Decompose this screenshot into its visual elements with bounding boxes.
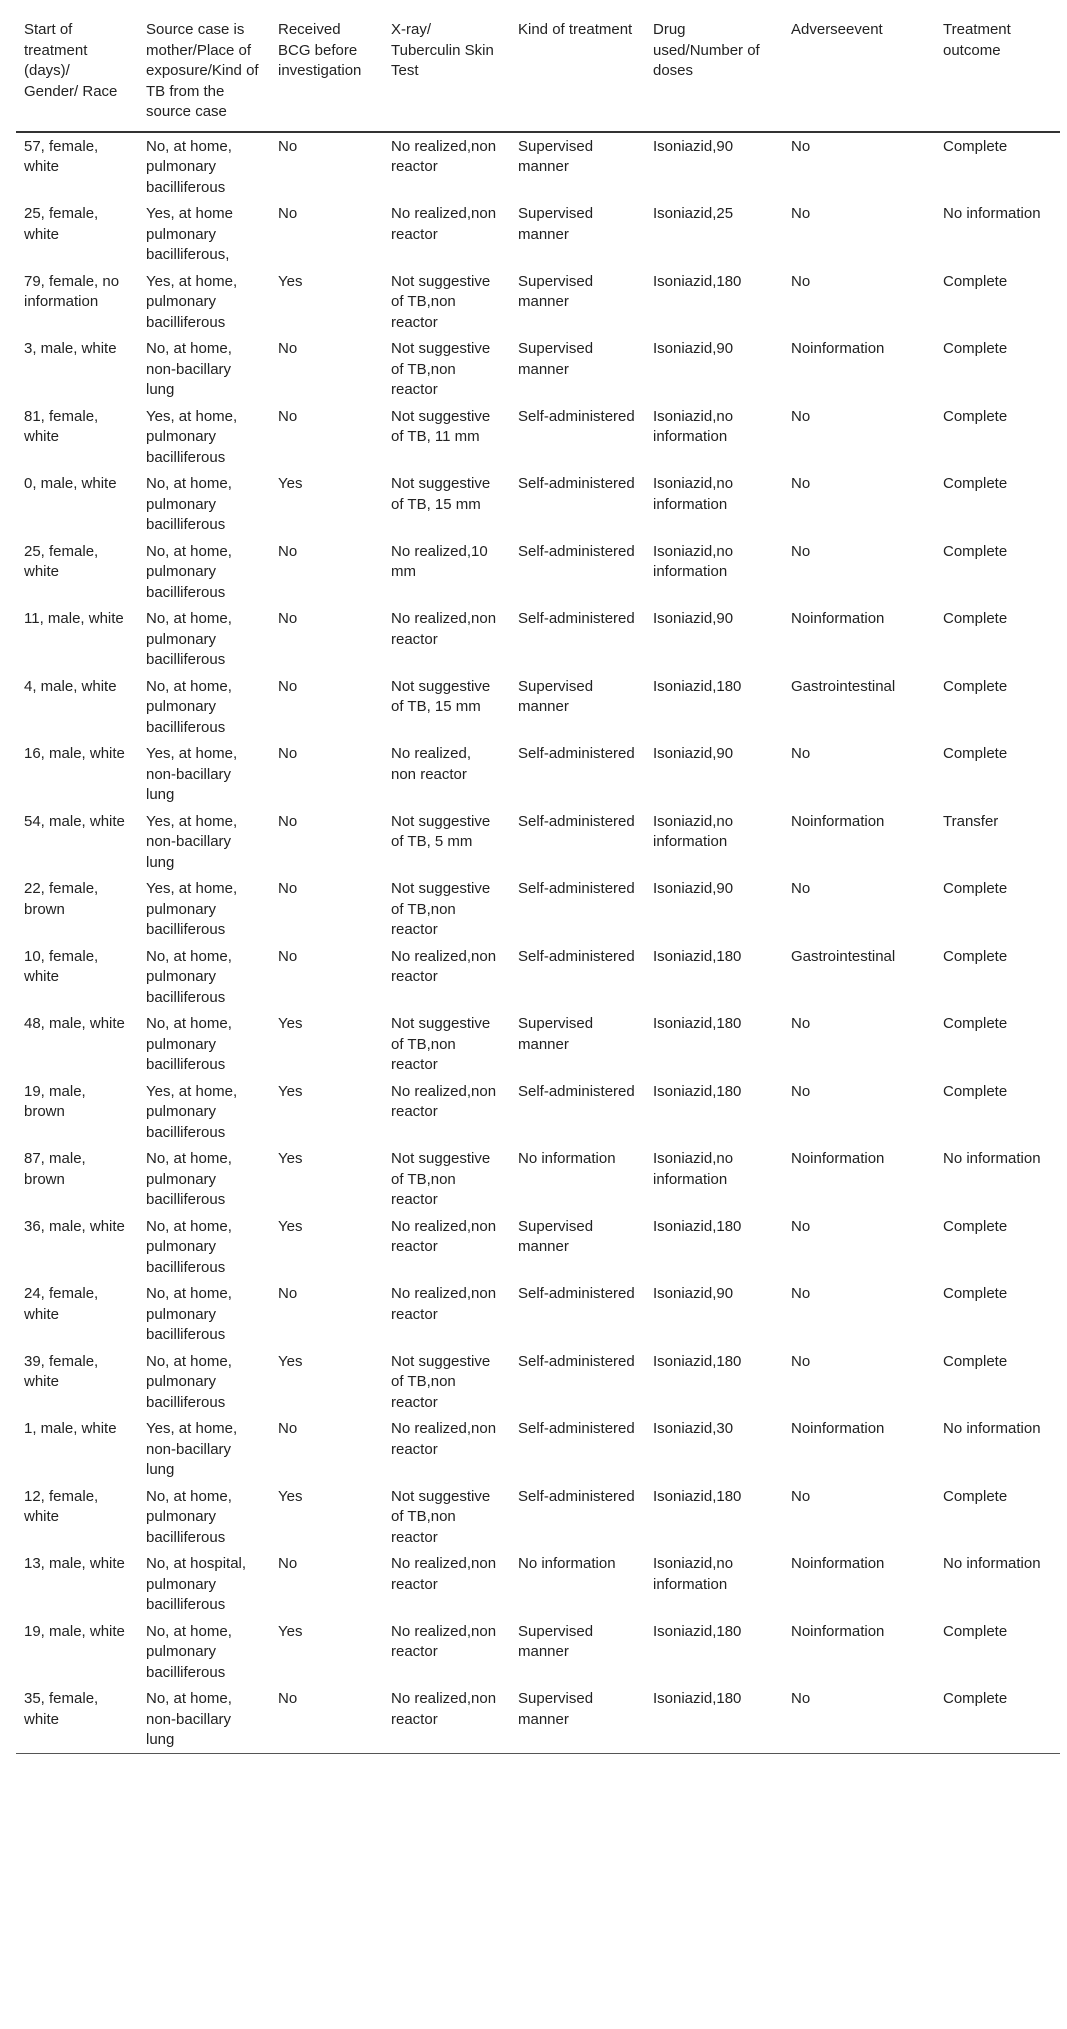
cell-xray-tst: No realized,non reactor: [391, 610, 497, 648]
cell-bcg: No: [278, 880, 298, 897]
cell-treatment-outcome: Complete: [943, 610, 1008, 627]
cell-kind-of-treatment: Supervised manner: [518, 1690, 594, 1728]
cell-kind-of-treatment: Self-administered: [518, 475, 635, 492]
cell-bcg: No: [278, 205, 298, 222]
header-adverse-event: Adverseevent: [791, 21, 883, 38]
cell-xray-tst: Not suggestive of TB, 11 mm: [391, 407, 491, 445]
table-row: [16, 1213, 1060, 1281]
table-row: [16, 808, 1060, 876]
cell-drug-doses: Isoniazid,180: [653, 1690, 742, 1707]
cell-bcg: Yes: [278, 475, 303, 492]
table-row: [16, 1010, 1060, 1078]
cell-adverse-event: Noinformation: [791, 340, 885, 357]
cell-kind-of-treatment: Self-administered: [518, 880, 635, 897]
cell-kind-of-treatment: Self-administered: [518, 407, 635, 425]
cell-bcg: Yes: [278, 1082, 303, 1100]
cell-source-case: Yes, at home, non-bacillary lung: [146, 745, 238, 803]
cell-drug-doses: Isoniazid,90: [653, 137, 734, 155]
table-container: [16, 12, 1060, 1754]
cell-bcg: Yes: [278, 1622, 303, 1640]
cell-treatment-outcome: Complete: [943, 137, 1008, 155]
header-kind-of-treatment: Kind of treatment: [518, 21, 633, 38]
cell-kind-of-treatment: Supervised manner: [518, 1015, 594, 1053]
cell-treatment-outcome: Complete: [943, 340, 1008, 357]
cell-kind-of-treatment: Supervised manner: [518, 677, 594, 715]
cell-adverse-event: No: [791, 880, 811, 897]
cell-adverse-event: No: [791, 272, 811, 290]
cell-source-case: No, at home, pulmonary bacilliferous: [146, 1487, 232, 1546]
header-xray-tst: X-ray/ Tuberculin Skin Test: [391, 21, 494, 79]
cell-start-gender-race: 87, male, brown: [24, 1150, 86, 1188]
cell-kind-of-treatment: Supervised manner: [518, 137, 594, 175]
cell-start-gender-race: 48, male, white: [24, 1015, 125, 1032]
cell-treatment-outcome: Complete: [943, 745, 1008, 762]
cell-source-case: No, at home, pulmonary bacilliferous: [146, 542, 232, 601]
cell-source-case: No, at home, pulmonary bacilliferous: [146, 1352, 232, 1411]
cell-xray-tst: Not suggestive of TB,non reactor: [391, 880, 491, 938]
cell-source-case: Yes, at home pulmonary bacilliferous,: [146, 205, 234, 263]
cell-bcg: No: [278, 1690, 298, 1707]
cell-bcg: No: [278, 1555, 298, 1572]
cell-kind-of-treatment: Self-administered: [518, 1285, 635, 1302]
cell-xray-tst: Not suggestive of TB, 15 mm: [391, 677, 491, 715]
cell-kind-of-treatment: Supervised manner: [518, 272, 594, 310]
cell-bcg: No: [278, 745, 298, 762]
table-row: [16, 1483, 1060, 1551]
cell-xray-tst: Not suggestive of TB,non reactor: [391, 340, 491, 398]
table-row: [16, 538, 1060, 606]
cell-bcg: Yes: [278, 1352, 303, 1370]
cell-source-case: Yes, at home, pulmonary bacilliferous: [146, 407, 238, 466]
cell-start-gender-race: 12, female, white: [24, 1487, 99, 1525]
cell-adverse-event: No: [791, 1015, 811, 1032]
cell-xray-tst: No realized,non reactor: [391, 205, 497, 243]
cell-kind-of-treatment: Self-administered: [518, 745, 635, 762]
cell-drug-doses: Isoniazid,90: [653, 880, 734, 897]
cell-treatment-outcome: No information: [943, 1555, 1041, 1572]
cell-drug-doses: Isoniazid,no information: [653, 812, 734, 850]
cell-drug-doses: Isoniazid,180: [653, 677, 742, 695]
table-row: [16, 1348, 1060, 1416]
cell-treatment-outcome: No information: [943, 205, 1041, 222]
cell-start-gender-race: 54, male, white: [24, 812, 125, 830]
header-drug-doses: Drug used/Number of doses: [653, 21, 760, 79]
cell-bcg: No: [278, 1285, 298, 1302]
cell-xray-tst: Not suggestive of TB,non reactor: [391, 1015, 491, 1073]
cell-xray-tst: No realized,non reactor: [391, 1082, 497, 1120]
cell-source-case: No, at home, pulmonary bacilliferous: [146, 475, 232, 533]
table-row: [16, 943, 1060, 1011]
cell-treatment-outcome: Complete: [943, 1690, 1008, 1707]
cell-source-case: No, at home, non-bacillary lung: [146, 340, 232, 398]
cell-bcg: No: [278, 610, 298, 627]
cell-bcg: No: [278, 542, 298, 560]
cell-drug-doses: Isoniazid,180: [653, 1217, 742, 1235]
cell-start-gender-race: 24, female, white: [24, 1285, 99, 1323]
cell-adverse-event: Noinformation: [791, 1150, 885, 1167]
cell-kind-of-treatment: Self-administered: [518, 1487, 635, 1505]
cell-source-case: No, at home, pulmonary bacilliferous: [146, 1217, 232, 1276]
cell-xray-tst: No realized,10 mm: [391, 542, 488, 580]
cell-drug-doses: Isoniazid,180: [653, 1015, 742, 1032]
cell-adverse-event: No: [791, 1352, 811, 1370]
cell-source-case: No, at home, pulmonary bacilliferous: [146, 610, 232, 668]
table-row: [16, 470, 1060, 538]
cell-xray-tst: No realized,non reactor: [391, 1622, 497, 1660]
cell-kind-of-treatment: Supervised manner: [518, 1622, 594, 1660]
table-row: [16, 335, 1060, 403]
cell-source-case: No, at home, pulmonary bacilliferous: [146, 1285, 232, 1343]
cell-source-case: No, at home, pulmonary bacilliferous: [146, 677, 232, 736]
cell-bcg: No: [278, 340, 298, 357]
cell-adverse-event: No: [791, 1082, 811, 1100]
table-row: [16, 673, 1060, 741]
cell-treatment-outcome: Complete: [943, 1622, 1008, 1640]
cell-kind-of-treatment: Self-administered: [518, 542, 635, 560]
cell-treatment-outcome: Complete: [943, 542, 1008, 560]
cell-xray-tst: No realized,non reactor: [391, 1217, 497, 1255]
cell-source-case: No, at home, pulmonary bacilliferous: [146, 947, 232, 1006]
cell-xray-tst: No realized,non reactor: [391, 1285, 497, 1323]
cell-adverse-event: No: [791, 1285, 811, 1302]
cell-start-gender-race: 4, male, white: [24, 677, 117, 695]
cell-xray-tst: No realized,non reactor: [391, 1555, 497, 1593]
cell-treatment-outcome: Complete: [943, 880, 1008, 897]
cell-source-case: No, at hospital, pulmonary bacilliferous: [146, 1555, 247, 1613]
cell-source-case: No, at home, pulmonary bacilliferous: [146, 1015, 232, 1073]
table-header: [16, 12, 1060, 132]
table-row: [16, 200, 1060, 268]
cell-bcg: Yes: [278, 1487, 303, 1505]
cell-adverse-event: No: [791, 542, 811, 560]
cell-start-gender-race: 10, female, white: [24, 947, 99, 985]
cell-treatment-outcome: No information: [943, 1420, 1041, 1437]
cell-bcg: No: [278, 407, 298, 425]
cell-kind-of-treatment: Self-administered: [518, 610, 635, 627]
cell-treatment-outcome: Complete: [943, 677, 1008, 695]
cell-bcg: Yes: [278, 1015, 303, 1032]
table-row: [16, 268, 1060, 336]
table-row: [16, 403, 1060, 471]
cell-drug-doses: Isoniazid,90: [653, 1285, 734, 1302]
cell-drug-doses: Isoniazid,no information: [653, 407, 734, 445]
cell-adverse-event: No: [791, 1690, 811, 1707]
cell-xray-tst: No realized,non reactor: [391, 1690, 497, 1728]
header-source-case: Source case is mother/Place of exposure/Kind of TB from the source case: [146, 21, 259, 120]
cell-adverse-event: Noinformation: [791, 1622, 885, 1640]
cell-start-gender-race: 0, male, white: [24, 475, 117, 492]
cell-bcg: No: [278, 137, 298, 155]
cell-adverse-event: No: [791, 137, 811, 155]
cell-source-case: Yes, at home, pulmonary bacilliferous: [146, 1082, 238, 1141]
cell-drug-doses: Isoniazid,180: [653, 947, 742, 965]
cell-treatment-outcome: Complete: [943, 1352, 1008, 1370]
cell-drug-doses: Isoniazid,180: [653, 1082, 742, 1100]
cell-source-case: No, at home, pulmonary bacilliferous: [146, 1622, 232, 1681]
table-row: [16, 875, 1060, 943]
table-row: [16, 1415, 1060, 1483]
cell-start-gender-race: 16, male, white: [24, 745, 125, 762]
cell-xray-tst: No realized,non reactor: [391, 137, 497, 175]
cell-start-gender-race: 36, male, white: [24, 1217, 125, 1235]
cell-treatment-outcome: Complete: [943, 1082, 1008, 1100]
cell-treatment-outcome: Complete: [943, 1217, 1008, 1235]
table-row: [16, 605, 1060, 673]
cell-kind-of-treatment: Supervised manner: [518, 1217, 594, 1255]
cell-drug-doses: Isoniazid,180: [653, 1352, 742, 1370]
cell-drug-doses: Isoniazid,no information: [653, 1555, 734, 1593]
cell-adverse-event: No: [791, 205, 811, 222]
cell-start-gender-race: 11, male, white: [24, 610, 124, 627]
cell-start-gender-race: 39, female, white: [24, 1352, 99, 1390]
table-row: [16, 740, 1060, 808]
cell-start-gender-race: 22, female, brown: [24, 880, 99, 918]
cell-drug-doses: Isoniazid,90: [653, 745, 734, 762]
cell-kind-of-treatment: Self-administered: [518, 947, 635, 965]
cell-source-case: Yes, at home, non-bacillary lung: [146, 1420, 238, 1478]
cell-drug-doses: Isoniazid,no information: [653, 542, 734, 580]
header-bcg: Received BCG before investigation: [278, 21, 362, 79]
cell-bcg: No: [278, 677, 298, 695]
cell-kind-of-treatment: Self-administered: [518, 1420, 635, 1437]
cell-xray-tst: Not suggestive of TB, 5 mm: [391, 812, 491, 850]
table-row: [16, 1280, 1060, 1348]
cell-adverse-event: Gastrointestinal: [791, 677, 896, 695]
cell-xray-tst: Not suggestive of TB,non reactor: [391, 272, 491, 331]
cell-kind-of-treatment: No information: [518, 1555, 616, 1572]
cell-start-gender-race: 3, male, white: [24, 340, 117, 357]
cell-bcg: Yes: [278, 1150, 303, 1167]
cell-kind-of-treatment: Self-administered: [518, 1352, 635, 1370]
cell-xray-tst: Not suggestive of TB, 15 mm: [391, 475, 491, 513]
table-row: [16, 1145, 1060, 1213]
cell-bcg: No: [278, 1420, 298, 1437]
cell-drug-doses: Isoniazid,180: [653, 272, 742, 290]
table-row: [16, 132, 1060, 201]
cell-xray-tst: No realized,non reactor: [391, 1420, 497, 1458]
cell-adverse-event: Gastrointestinal: [791, 947, 896, 965]
cell-source-case: Yes, at home, non-bacillary lung: [146, 812, 238, 871]
cell-source-case: Yes, at home, pulmonary bacilliferous: [146, 880, 238, 938]
cell-bcg: No: [278, 947, 298, 965]
cell-adverse-event: Noinformation: [791, 1420, 885, 1437]
cell-start-gender-race: 35, female, white: [24, 1690, 99, 1728]
cell-treatment-outcome: Complete: [943, 272, 1008, 290]
cell-adverse-event: No: [791, 407, 811, 425]
cell-treatment-outcome: Complete: [943, 1015, 1008, 1032]
cell-bcg: No: [278, 812, 298, 830]
table-row: [16, 1618, 1060, 1686]
table-row: [16, 1078, 1060, 1146]
cell-adverse-event: Noinformation: [791, 610, 885, 627]
cell-adverse-event: No: [791, 1487, 811, 1505]
cell-kind-of-treatment: Self-administered: [518, 1082, 635, 1100]
cell-adverse-event: Noinformation: [791, 812, 885, 830]
cell-start-gender-race: 1, male, white: [24, 1420, 117, 1437]
cell-start-gender-race: 25, female, white: [24, 542, 99, 580]
cell-drug-doses: Isoniazid,no information: [653, 475, 734, 513]
table-row: [16, 1685, 1060, 1753]
cell-treatment-outcome: Transfer: [943, 812, 999, 830]
cell-drug-doses: Isoniazid,30: [653, 1420, 734, 1437]
header-start-gender-race: Start of treatment (days)/ Gender/ Race: [24, 21, 118, 100]
cell-start-gender-race: 19, male, brown: [24, 1082, 86, 1120]
cell-source-case: No, at home, pulmonary bacilliferous: [146, 137, 232, 196]
cell-start-gender-race: 13, male, white: [24, 1555, 125, 1572]
cell-drug-doses: Isoniazid,180: [653, 1622, 742, 1640]
cell-start-gender-race: 25, female, white: [24, 205, 99, 243]
cell-kind-of-treatment: Supervised manner: [518, 340, 594, 378]
cell-adverse-event: Noinformation: [791, 1555, 885, 1572]
cell-adverse-event: No: [791, 745, 811, 762]
cell-xray-tst: Not suggestive of TB,non reactor: [391, 1150, 491, 1208]
cell-kind-of-treatment: No information: [518, 1150, 616, 1167]
header-treatment-outcome: Treatment outcome: [943, 21, 1011, 59]
cell-source-case: No, at home, non-bacillary lung: [146, 1690, 232, 1748]
cell-start-gender-race: 79, female, no information: [24, 272, 120, 310]
cell-bcg: Yes: [278, 272, 303, 290]
cell-treatment-outcome: No information: [943, 1150, 1041, 1167]
cell-xray-tst: Not suggestive of TB,non reactor: [391, 1487, 491, 1546]
cell-treatment-outcome: Complete: [943, 407, 1008, 425]
cell-drug-doses: Isoniazid,90: [653, 340, 734, 357]
cell-treatment-outcome: Complete: [943, 1285, 1008, 1302]
cell-source-case: Yes, at home, pulmonary bacilliferous: [146, 272, 238, 331]
cell-start-gender-race: 57, female, white: [24, 137, 99, 175]
cell-treatment-outcome: Complete: [943, 1487, 1008, 1505]
cell-start-gender-race: 19, male, white: [24, 1622, 125, 1640]
cell-kind-of-treatment: Supervised manner: [518, 205, 594, 243]
cell-source-case: No, at home, pulmonary bacilliferous: [146, 1150, 232, 1208]
cell-treatment-outcome: Complete: [943, 475, 1008, 492]
cell-adverse-event: No: [791, 1217, 811, 1235]
table-row: [16, 1550, 1060, 1618]
cell-drug-doses: Isoniazid,no information: [653, 1150, 734, 1188]
cell-start-gender-race: 81, female, white: [24, 407, 99, 445]
data-table: [16, 12, 1060, 1754]
cell-adverse-event: No: [791, 475, 811, 492]
header-row: [16, 12, 1060, 132]
cell-drug-doses: Isoniazid,25: [653, 205, 734, 222]
cell-kind-of-treatment: Self-administered: [518, 812, 635, 830]
cell-drug-doses: Isoniazid,180: [653, 1487, 742, 1505]
cell-treatment-outcome: Complete: [943, 947, 1008, 965]
cell-xray-tst: Not suggestive of TB,non reactor: [391, 1352, 491, 1411]
cell-drug-doses: Isoniazid,90: [653, 610, 734, 627]
cell-bcg: Yes: [278, 1217, 303, 1235]
cell-xray-tst: No realized,non reactor: [391, 947, 497, 985]
cell-xray-tst: No realized, non reactor: [391, 745, 472, 783]
table-body: [16, 132, 1060, 1754]
